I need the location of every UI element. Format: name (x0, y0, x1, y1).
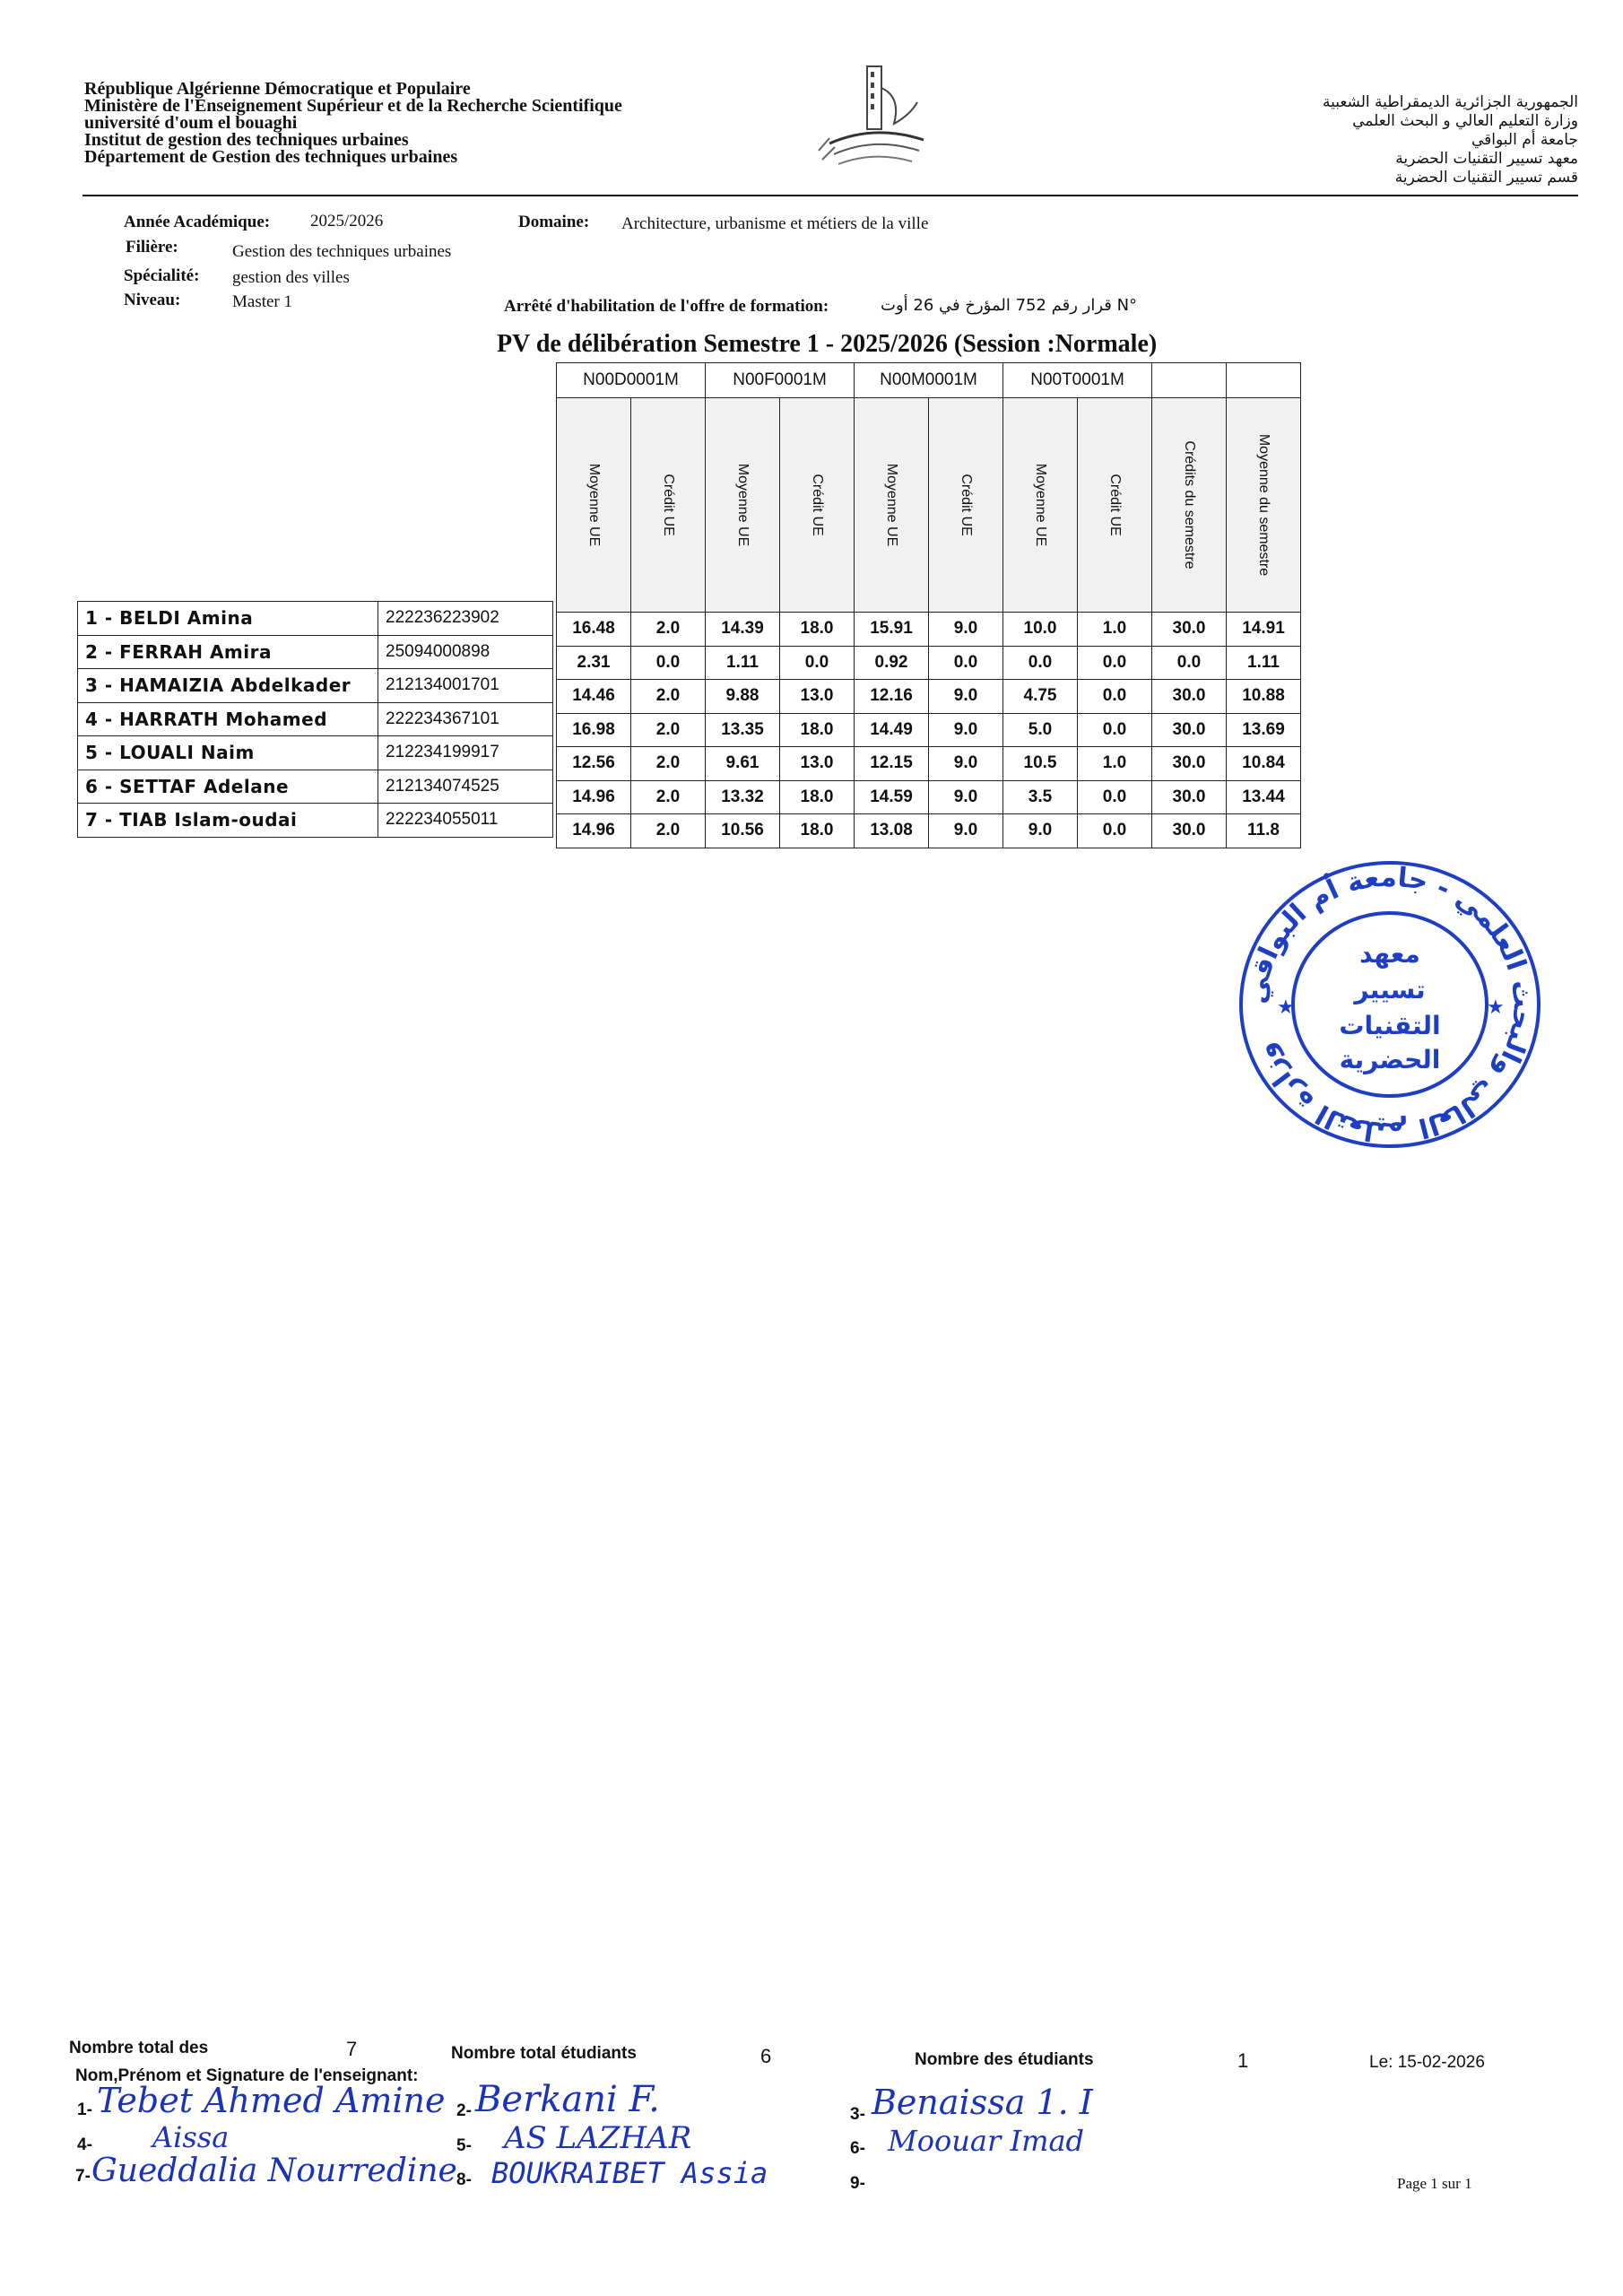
header-left-line: Département de Gestion des techniques urbaines (84, 147, 458, 167)
signature: Gueddalia Nourredine (91, 2152, 457, 2189)
grade-cell: 12.16 (855, 680, 929, 714)
header-left-line: université d'oum el bouaghi (84, 113, 298, 133)
grade-cell: 0.0 (1078, 780, 1152, 814)
grade-cell: 13.32 (706, 780, 780, 814)
grade-cell: 2.0 (631, 713, 706, 747)
grade-cell: 10.84 (1227, 747, 1301, 781)
grade-cell: 13.35 (706, 713, 780, 747)
grade-cell: 30.0 (1152, 613, 1227, 647)
grade-cell: 0.0 (1003, 646, 1078, 680)
credit-ue-header: Crédit UE (1078, 398, 1152, 613)
moyenne-semestre-header: Moyenne du semestre (1227, 398, 1301, 613)
grade-cell: 14.39 (706, 613, 780, 647)
grade-cell: 12.15 (855, 747, 929, 781)
student-row (78, 602, 553, 636)
student-row (78, 635, 553, 669)
student-name: 4 - HARRATH Mohamed (78, 702, 378, 736)
header-left (84, 81, 622, 166)
moyenne-ue-header: Moyenne UE (557, 398, 631, 613)
sig-num: 3- (850, 2105, 865, 2124)
empty-header-cell (1227, 363, 1301, 398)
credits-semestre-header: Crédits du semestre (1152, 398, 1227, 613)
grades-row (557, 613, 1301, 647)
grade-cell: 9.0 (929, 814, 1003, 848)
student-matricule: 222236223902 (378, 602, 553, 636)
student-name: 5 - LOUALI Naim (78, 736, 378, 770)
ue-code-header: N00M0001M (855, 363, 1003, 398)
annee-label: Année Académique: (124, 213, 271, 231)
grade-cell: 0.0 (780, 646, 855, 680)
stamp-center-line: معهد (1359, 939, 1420, 969)
grade-cell: 14.96 (557, 814, 631, 848)
specialite-value: gestion des villes (232, 268, 350, 287)
grade-cell: 3.5 (1003, 780, 1078, 814)
domaine-label: Domaine: (518, 213, 590, 231)
sig-num: 4- (77, 2135, 92, 2154)
grade-cell: 30.0 (1152, 713, 1227, 747)
university-logo (812, 61, 937, 182)
stamp-ring-text: وزارة التعليم العالي والبحث العلمي - جامعة أم البواقي (1241, 861, 1539, 1148)
domaine-value: Architecture, urbanisme et métiers de la ville (621, 214, 929, 233)
grades-row (557, 646, 1301, 680)
grade-cell: 9.0 (929, 747, 1003, 781)
total-etudiants-value: 6 (760, 2045, 772, 2067)
header-right-line: جامعة أم البواقي (1471, 131, 1578, 149)
grades-row (557, 713, 1301, 747)
student-name: 6 - SETTAF Adelane (78, 770, 378, 804)
total-value: 7 (346, 2038, 358, 2060)
sig-num: 2- (456, 2101, 472, 2120)
grade-cell: 5.0 (1003, 713, 1078, 747)
grade-cell: 0.0 (1078, 680, 1152, 714)
grade-cell: 2.31 (557, 646, 631, 680)
grades-row (557, 780, 1301, 814)
grade-cell: 4.75 (1003, 680, 1078, 714)
filiere-value: Gestion des techniques urbaines (232, 242, 452, 261)
signature: Berkani F. (475, 2079, 660, 2120)
signature: AS LAZHAR (504, 2120, 692, 2156)
grade-cell: 13.0 (780, 747, 855, 781)
grade-cell: 0.0 (631, 646, 706, 680)
grade-cell: 0.92 (855, 646, 929, 680)
grade-cell: 16.98 (557, 713, 631, 747)
grade-cell: 18.0 (780, 814, 855, 848)
sig-num: 6- (850, 2139, 865, 2158)
credit-ue-header: Crédit UE (780, 398, 855, 613)
institute-stamp (1237, 857, 1542, 1152)
grade-cell: 30.0 (1152, 814, 1227, 848)
moyenne-ue-header: Moyenne UE (1003, 398, 1078, 613)
grade-cell: 2.0 (631, 780, 706, 814)
grade-cell: 9.0 (1003, 814, 1078, 848)
grade-cell: 9.0 (929, 613, 1003, 647)
stamp-center-line: تسيير (1354, 975, 1426, 1004)
grade-cell: 1.11 (706, 646, 780, 680)
grade-cell: 15.91 (855, 613, 929, 647)
arrete-value: قرار رقم 752 المؤرخ في 26 أوت N° (881, 296, 1138, 315)
grade-cell: 0.0 (1078, 713, 1152, 747)
grade-cell: 2.0 (631, 680, 706, 714)
grades-row (557, 680, 1301, 714)
grade-cell: 13.0 (780, 680, 855, 714)
star-icon: ★ (1277, 996, 1295, 1019)
grade-cell: 9.88 (706, 680, 780, 714)
stamp-center-line: التقنيات (1339, 1011, 1441, 1040)
grade-cell: 1.0 (1078, 613, 1152, 647)
grade-cell: 14.59 (855, 780, 929, 814)
student-row (78, 702, 553, 736)
date: Le: 15-02-2026 (1369, 2053, 1485, 2072)
header-right-line: قسم تسيير التقنيات الحضرية (1394, 169, 1578, 187)
credit-ue-header: Crédit UE (631, 398, 706, 613)
header-right (1323, 93, 1578, 187)
grade-cell: 9.0 (929, 780, 1003, 814)
grade-cell: 13.08 (855, 814, 929, 848)
stamp-center-line: الحضرية (1339, 1045, 1441, 1074)
grade-cell: 30.0 (1152, 680, 1227, 714)
student-name: 2 - FERRAH Amira (78, 635, 378, 669)
student-name: 7 - TIAB Islam-oudai (78, 804, 378, 838)
grade-cell: 2.0 (631, 613, 706, 647)
grade-cell: 14.49 (855, 713, 929, 747)
grades-row (557, 747, 1301, 781)
nombre-etudiants-label: Nombre des étudiants (915, 2050, 1094, 2069)
grade-cell: 10.56 (706, 814, 780, 848)
grade-cell: 30.0 (1152, 747, 1227, 781)
sig-num: 7- (75, 2167, 91, 2186)
total-label: Nombre total des (69, 2039, 209, 2057)
header-right-line: وزارة التعليم العالي و البحث العلمي (1352, 112, 1578, 130)
student-row (78, 736, 553, 770)
grade-cell: 16.48 (557, 613, 631, 647)
ue-code-header: N00T0001M (1003, 363, 1152, 398)
grade-cell: 14.46 (557, 680, 631, 714)
grade-cell: 0.0 (1078, 646, 1152, 680)
signature: Benaissa 1. I (872, 2083, 1093, 2122)
grade-cell: 0.0 (1078, 814, 1152, 848)
grade-cell: 10.0 (1003, 613, 1078, 647)
student-row (78, 770, 553, 804)
star-icon: ★ (1487, 996, 1505, 1019)
signature-label: Nom,Prénom et Signature de l'enseignant: (75, 2066, 419, 2085)
grade-cell: 18.0 (780, 613, 855, 647)
pv-title: PV de délibération Semestre 1 - 2025/2026 (Session :Normale) (497, 330, 1158, 358)
grades-row (557, 814, 1301, 848)
grade-cell: 2.0 (631, 747, 706, 781)
grade-cell: 13.44 (1227, 780, 1301, 814)
empty-header-cell (1152, 363, 1227, 398)
student-matricule: 212134074525 (378, 770, 553, 804)
student-name: 3 - HAMAIZIA Abdelkader (78, 669, 378, 703)
total-etudiants-label: Nombre total étudiants (451, 2044, 637, 2063)
specialite-label: Spécialité: (124, 266, 200, 285)
ue-code-header: N00F0001M (706, 363, 855, 398)
header-left-line: Ministère de l'Enseignement Supérieur et de la Recherche Scientifique (84, 96, 622, 116)
grade-cell: 13.69 (1227, 713, 1301, 747)
grade-cell: 11.8 (1227, 814, 1301, 848)
sig-num: 1- (77, 2100, 92, 2119)
grade-cell: 9.61 (706, 747, 780, 781)
header-left-line: Institut de gestion des techniques urbaines (84, 130, 409, 150)
signature: BOUKRAIBET Assia (491, 2156, 768, 2190)
header-right-line: معهد تسيير التقنيات الحضرية (1395, 150, 1578, 168)
student-matricule: 212234199917 (378, 736, 553, 770)
grade-cell: 18.0 (780, 780, 855, 814)
niveau-value: Master 1 (232, 292, 293, 311)
moyenne-ue-header: Moyenne UE (855, 398, 929, 613)
student-matricule: 222234367101 (378, 702, 553, 736)
student-name: 1 - BELDI Amina (78, 602, 378, 636)
grade-cell: 30.0 (1152, 780, 1227, 814)
credit-ue-header: Crédit UE (929, 398, 1003, 613)
header-right-line: الجمهورية الجزائرية الديمقراطية الشعبية (1322, 93, 1578, 111)
annee-value: 2025/2026 (310, 212, 384, 230)
grade-cell: 0.0 (929, 646, 1003, 680)
grade-cell: 2.0 (631, 814, 706, 848)
moyenne-ue-header: Moyenne UE (706, 398, 780, 613)
grade-cell: 0.0 (1152, 646, 1227, 680)
student-matricule: 222234055011 (378, 804, 553, 838)
header-left-line: République Algérienne Démocratique et Populaire (84, 79, 471, 99)
ue-code-header: N00D0001M (557, 363, 706, 398)
student-matricule: 212134001701 (378, 669, 553, 703)
sig-num: 5- (456, 2136, 472, 2155)
student-row (78, 804, 553, 838)
grades-table (556, 362, 1301, 848)
students-table (77, 601, 553, 838)
sig-num: 9- (850, 2174, 865, 2193)
filiere-label: Filière: (126, 238, 178, 257)
sig-num: 8- (456, 2170, 472, 2189)
grade-cell: 12.56 (557, 747, 631, 781)
nombre-etudiants-value: 1 (1237, 2049, 1249, 2072)
grade-cell: 9.0 (929, 713, 1003, 747)
grade-cell: 9.0 (929, 680, 1003, 714)
grade-cell: 10.5 (1003, 747, 1078, 781)
page-number: Page 1 sur 1 (1397, 2175, 1472, 2192)
signature: Aissa (152, 2120, 230, 2154)
grade-cell: 14.96 (557, 780, 631, 814)
grade-cell: 10.88 (1227, 680, 1301, 714)
niveau-label: Niveau: (124, 291, 181, 309)
grade-cell: 1.11 (1227, 646, 1301, 680)
grade-cell: 18.0 (780, 713, 855, 747)
signature: Moouar Imad (888, 2124, 1084, 2158)
student-row (78, 669, 553, 703)
header-divider (82, 195, 1578, 196)
arrete-label: Arrêté d'habilitation de l'offre de formation: (504, 297, 829, 316)
grade-cell: 1.0 (1078, 747, 1152, 781)
signature: Tebet Ahmed Amine (97, 2081, 446, 2120)
student-matricule: 25094000898 (378, 635, 553, 669)
grade-cell: 14.91 (1227, 613, 1301, 647)
